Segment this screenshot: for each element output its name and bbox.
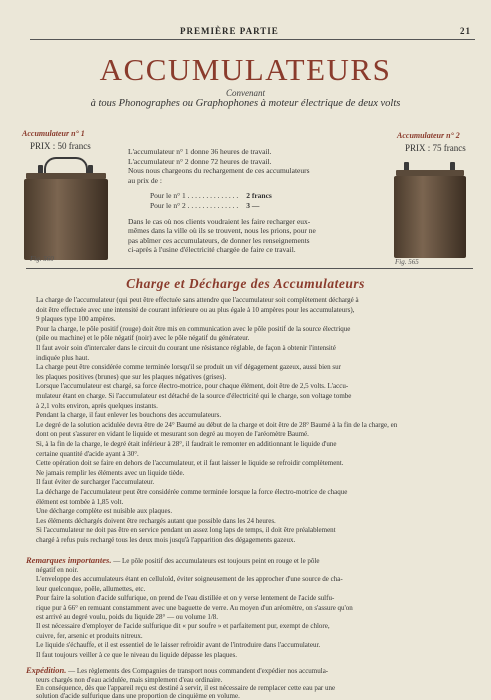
expedition-line: teurs chargés non d'eau acidulée, mais simplement d'eau ordinaire. (36, 676, 223, 684)
spec-line: Dans le cas où nos clients voudraient les faire recharger eux- (128, 216, 311, 226)
body-line: dont on peut s'assurer en vidant le liquide et mesurant son degré au moyen de l'aréomètre Baumé. (36, 430, 309, 439)
body-line: chargé à refus puis rechargé tous les deux mois jusqu'à l'apparition des dégagements gazeux. (36, 536, 296, 544)
body-line: mulateur étant en charge. Si l'accumulateur est détaché de la source d'électricité qui le charge, son voltage tombe (36, 392, 352, 400)
remarks-line: Il faut toujours veiller à ce que le niveau du liquide dépasse les plaques. (36, 650, 237, 659)
spec-line: L'accumulateur n° 2 donne 72 heures de travail. (128, 156, 272, 166)
right-product-price: PRIX : 75 francs (405, 143, 466, 153)
section-rule (26, 268, 473, 269)
section-title: Charge et Décharge des Accumulateurs (126, 276, 365, 291)
header-section: PREMIÈRE PARTIE (180, 26, 279, 36)
body-line: Pour la charge, le pôle positif (rouge) doit être mis en communication avec le pôle positif de la source électrique (36, 324, 351, 333)
spec-line: ci-après à l'usine d'électricité chargée de faire ce travail. (128, 245, 296, 255)
remarks-line: cuivre, fer, arsenic et produits nitreux. (36, 631, 143, 640)
page-number: 21 (460, 26, 471, 36)
battery-handle (44, 157, 88, 173)
body-line: La charge de l'accumulateur (qui peut être effectuée sans attendre que l'accumulateur soit complètement déchargé à (36, 296, 359, 304)
price-row-value: 3 — (246, 200, 260, 210)
body-line: 9 plaques type 100 ampères. (36, 315, 116, 324)
left-product-price: PRIX : 50 francs (30, 141, 91, 151)
page-title: ACCUMULATEURS (99, 52, 392, 87)
left-figure-caption: Fig. 560 (30, 255, 54, 263)
body-line: Une décharge complète est nuisible aux plaques. (36, 507, 173, 516)
specs-block (128, 147, 380, 255)
body-line: les plaques positives (brunes) que sur les plaques négatives (grises). (36, 372, 227, 381)
body-line: indiquée plus haut. (36, 353, 90, 362)
expedition-line: solution d'acide sulfurique dans une proportion de cinquième en volume. (36, 692, 240, 700)
price-row-label: Pour le n° 1 . . . . . . . . . . . . . . (150, 191, 239, 201)
right-figure-caption: Fig. 565 (395, 258, 419, 266)
body-line: Il faut avoir soin d'intercaler dans le circuit du courant une résistance réglable, de façon à obtenir l'intensité (36, 344, 336, 352)
right-battery-image (390, 158, 470, 258)
remarks-line: Le liquide s'échauffe, et il est essentiel de le laisser refroidir avant de l'introduire dans l'accumulateur. (36, 641, 321, 650)
remarks-line: — Le pôle positif des accumulateurs est toujours peint en rouge et le pôle (113, 557, 320, 565)
remarks-line: est arrivé au degré voulu, poids du liquide 28° — ou volume 1/8. (36, 613, 219, 621)
right-product-label: Accumulateur n° 2 (397, 131, 460, 140)
body-line: Pendant la charge, il faut enlever les bouchons des accumulateurs. (36, 411, 222, 420)
spec-line: au prix de : (128, 175, 162, 185)
body-line: certaine quantité d'acide ayant à 30°. (36, 449, 139, 458)
body-line: (pile ou machine) et le pôle négatif (noir) avec le pôle négatif du générateur. (36, 334, 250, 343)
body-line: La charge peut être considérée comme terminée lorsqu'il se produit un vif dégagement gazeux, aussi bien sur (36, 363, 341, 372)
remarks-line: rique pur à 66° en remuant constamment avec une baguette de verre. Au moyen d'un aréomètre, on s'assure qu'on (36, 603, 353, 612)
header-rule (30, 39, 475, 40)
remarks-block (26, 556, 480, 566)
left-battery-image (18, 155, 114, 260)
subtitle: à tous Phonographes ou Graphophones à moteur électrique de deux volts (90, 98, 401, 109)
remarks-line: leur quelconque, poêle, allumettes, etc. (36, 584, 146, 593)
price-row-value: 2 francs (246, 191, 272, 201)
spec-line: L'accumulateur n° 1 donne 36 heures de travail. (128, 147, 272, 156)
remarks-title: Remarques importantes. (26, 556, 112, 565)
remarks-line: Pour faire la solution d'acide sulfurique, on prend de l'eau distillée et on y verse lentement de l'acide sulfu- (36, 594, 335, 603)
body-line: Le degré de la solution acidulée devra être de 24° Baumé au début de la charge et doit être de 28° Baumé à la fin de la charge, en (36, 420, 398, 429)
body-line: doit être effectuée avec une intensité de courant inférieure ou au plus égale à 10 ampères pour les accumulateurs), (36, 305, 355, 314)
remarks-line: L'enveloppe des accumulateurs étant en celluloïd, éviter soigneusement de les approcher d'une source de cha- (36, 575, 343, 584)
expedition-block (26, 666, 480, 676)
body-line: Si, à la fin de la charge, le degré était inférieur à 28°, il faudrait le remonter en additionnant le liquide d'une (36, 440, 337, 448)
spec-line: pas abîmer ces accumulateurs, de donner les renseignements (128, 235, 310, 245)
spec-line: mêmes dans la ville où ils se trouvent, nous les prions, pour ne (128, 226, 316, 236)
spec-line: Nous nous chargeons du rechargement de ces accumulateurs (128, 166, 310, 176)
left-product-label: Accumulateur n° 1 (22, 129, 85, 138)
battery-case (394, 176, 466, 258)
body-line: Cette opération doit se faire en dehors de l'accumulateur, et il faut laisser le liquide se refroidir complètement. (36, 459, 344, 468)
battery-case (24, 179, 108, 260)
expedition-title: Expédition. (26, 666, 67, 675)
body-line: élément est tombée à 1,85 volt. (36, 497, 124, 506)
expedition-line: — Les règlements des Compagnies de transport nous commandent d'expédier nos accumula- (68, 667, 329, 675)
body-line: Lorsque l'accumulateur est chargé, sa force électro-motrice, pour chaque élément, doit être de 2,5 volts. L'accu- (36, 382, 349, 391)
body-line: à 2,1 volts environ, après quelques instants. (36, 401, 158, 410)
remarks-line: négatif en noir. (36, 566, 79, 574)
price-row-label: Pour le n° 2 . . . . . . . . . . . . . . (150, 200, 239, 210)
remarks-line: Il est nécessaire d'employer de l'acide sulfurique dit « pur soufre » et parfaitement pur, exempt de chlore, (36, 622, 330, 631)
body-line: La décharge de l'accumulateur peut être considérée comme terminée lorsque la force électro-motrice de chaque (36, 488, 348, 496)
body-line: Il faut éviter de surcharger l'accumulateur. (36, 478, 155, 487)
subtitle-small: Convenant (226, 88, 265, 98)
body-line: Ne jamais remplir les éléments avec un liquide tiède. (36, 468, 185, 477)
body-line: Les éléments déchargés doivent être rechargés autant que possible dans les 24 heures. (36, 516, 276, 525)
expedition-line: En conséquence, dès que l'appareil reçu est destiné à servir, il est nécessaire de remplacer cette eau par une (36, 684, 336, 693)
body-line: Si l'accumulateur ne doit pas être en service pendant un assez long laps de temps, il doit être préalablement (36, 526, 336, 535)
